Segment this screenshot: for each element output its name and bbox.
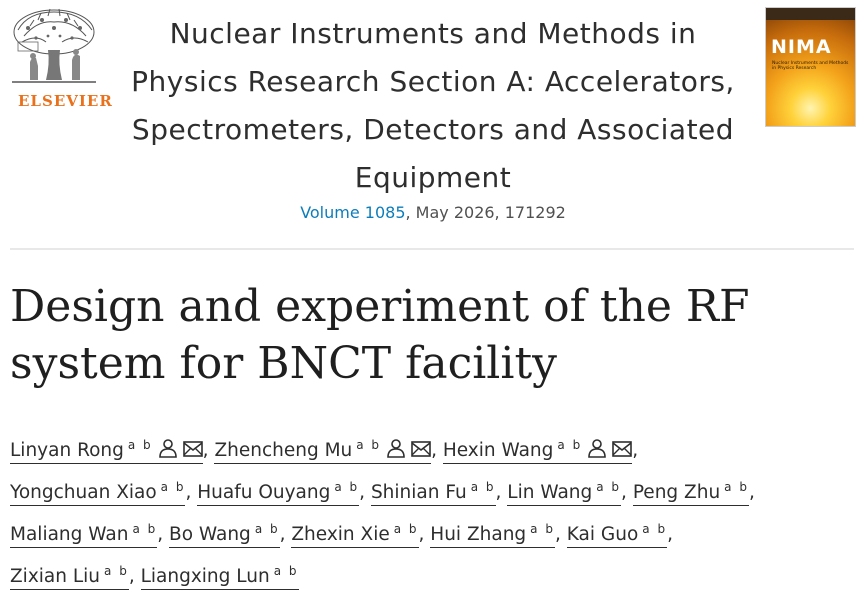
author-link[interactable] (214, 440, 431, 464)
author-name: Bo Wang (169, 524, 251, 545)
author-affiliation: a b (104, 564, 129, 578)
author-affiliation: a b (273, 564, 299, 578)
journal-header (0, 0, 861, 250)
journal-title-line: Nuclear Instruments and Methods in (169, 17, 697, 50)
author-name: Kai Guo (566, 524, 639, 545)
elsevier-wordmark: ELSEVIER (18, 92, 113, 110)
elsevier-tree-icon (8, 6, 100, 86)
author-name: Huafu Ouyang (197, 482, 331, 503)
author-affiliation: a b (470, 480, 496, 494)
author-link[interactable] (443, 440, 632, 464)
author-link[interactable] (371, 482, 496, 506)
author-affiliation: a b (724, 480, 749, 494)
author-affiliation: a b (557, 438, 583, 452)
author-link[interactable] (197, 482, 359, 506)
volume-info (112, 203, 754, 222)
envelope-icon (411, 440, 431, 458)
cover-abbrev: NIMA (771, 36, 832, 58)
author-link[interactable] (10, 482, 185, 506)
author-link[interactable] (430, 524, 555, 548)
author-name: Hexin Wang (442, 440, 554, 461)
envelope-icon (612, 440, 632, 458)
article-title (10, 278, 850, 392)
author-affiliation: a b (127, 438, 153, 452)
journal-cover-image[interactable] (765, 7, 856, 127)
journal-title-line: Equipment (354, 161, 512, 194)
author-affiliation: a b (356, 438, 382, 452)
author-name: Zhencheng Mu (214, 440, 353, 461)
author-name: Maliang Wan (10, 524, 129, 545)
journal-title-line: Spectrometers, Detectors and Associated (131, 113, 735, 146)
author-name: Lin Wang (507, 482, 593, 503)
author-link[interactable] (169, 524, 280, 548)
author-link[interactable] (633, 482, 749, 506)
author-link[interactable] (10, 440, 203, 464)
author-link[interactable] (567, 524, 667, 548)
author-name: Shinian Fu (370, 482, 467, 503)
volume-link[interactable]: Volume 1085 (300, 203, 406, 222)
author-name: Hui Zhang (430, 524, 527, 545)
author-name: Zixian Liu (10, 566, 101, 587)
author-affiliation: a b (530, 522, 555, 536)
author-name: Peng Zhu (632, 482, 721, 503)
author-affiliation: a b (160, 480, 186, 494)
author-line: Linyan Rong $^{a b}$ , Zhencheng Mu $^{a b}$ , Hexin Wang $^{a b}$ , (10, 427, 855, 469)
article-title-line: system for BNCT facility (10, 338, 557, 389)
author-line: Zixian Liu $^{a b}$, Liangxing Lun $^{a b}$ (10, 553, 855, 595)
journal-title[interactable] (112, 10, 754, 202)
author-list (10, 427, 855, 595)
elsevier-logo[interactable] (8, 6, 113, 110)
cover-subtitle: Nuclear Instruments and Methods in Physics Research (772, 61, 849, 71)
author-affiliation: a b (393, 522, 419, 536)
cover-banner (766, 8, 855, 20)
author-line: Yongchuan Xiao $^{a b}$, Huafu Ouyang $^{a b}$, Shinian Fu $^{a b}$, Lin Wang $^{a b}$, Peng Zhu $^{a b}$, (10, 469, 855, 511)
author-name: Linyan Rong (10, 440, 124, 461)
person-icon (386, 438, 406, 458)
header-divider (10, 248, 854, 250)
author-affiliation: a b (334, 480, 360, 494)
article-title-line: Design and experiment of the RF (10, 281, 750, 332)
author-affiliation: a b (254, 522, 280, 536)
person-icon (158, 438, 178, 458)
author-name: Zhexin Xie (291, 524, 390, 545)
issue-info: , May 2026, 171292 (405, 203, 566, 222)
author-link[interactable] (10, 566, 129, 590)
author-link[interactable] (507, 482, 621, 506)
author-affiliation: a b (132, 522, 158, 536)
author-name: Liangxing Lun (140, 566, 270, 587)
author-link[interactable] (291, 524, 418, 548)
envelope-icon (183, 440, 203, 458)
author-link[interactable] (10, 524, 157, 548)
author-affiliation: a b (596, 480, 622, 494)
person-icon (587, 438, 607, 458)
author-line: Maliang Wan $^{a b}$, Bo Wang $^{a b}$, Zhexin Xie $^{a b}$, Hui Zhang $^{a b}$, Kai Guo $^{a b}$, (10, 511, 855, 553)
author-name: Yongchuan Xiao (10, 482, 157, 503)
author-link[interactable] (141, 566, 299, 590)
journal-title-line: Physics Research Section A: Accelerators, (131, 65, 735, 98)
author-affiliation: a b (642, 522, 668, 536)
